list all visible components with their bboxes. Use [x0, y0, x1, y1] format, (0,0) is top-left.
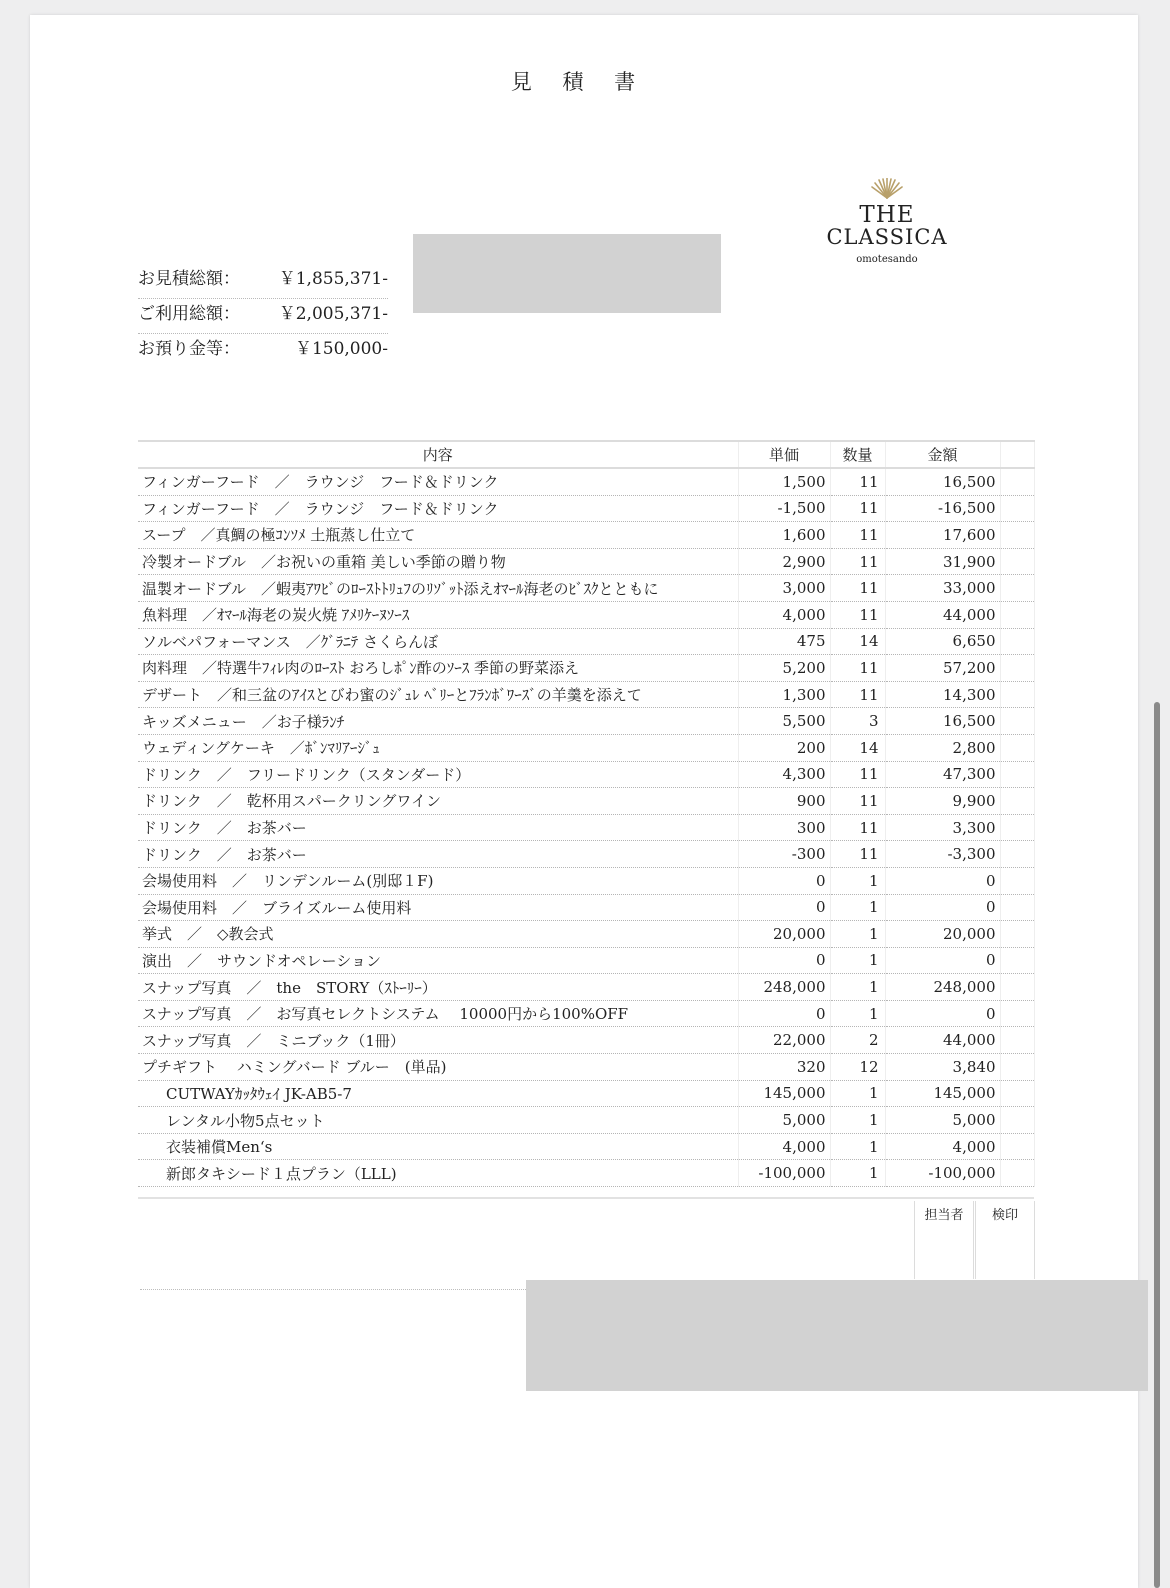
item-spacer [1000, 1027, 1034, 1054]
item-quantity: 11 [830, 601, 885, 628]
item-amount: 5,000 [885, 1107, 1000, 1134]
item-spacer [1000, 814, 1034, 841]
header-spacer [1000, 441, 1034, 468]
item-description: デザート ／和三盆のｱｲｽとびわ蜜のｼﾞｭﾚ ﾍﾞﾘｰとﾌﾗﾝﾎﾞﾜｰｽﾞの羊羹を添えて [138, 681, 738, 708]
signature-dotted-line [140, 1289, 526, 1290]
item-quantity: 11 [830, 814, 885, 841]
item-description: プチギフト ハミングバード ブルー (単品) [138, 1054, 738, 1081]
item-unit-price: 0 [738, 867, 830, 894]
item-spacer [1000, 628, 1034, 655]
summary-label: ご利用総額： [138, 304, 240, 324]
item-spacer [1000, 655, 1034, 682]
table-row [138, 1054, 1034, 1081]
item-unit-price: 4,300 [738, 761, 830, 788]
item-unit-price: -1,500 [738, 495, 830, 522]
item-unit-price: 4,000 [738, 1133, 830, 1160]
item-unit-price: 900 [738, 788, 830, 815]
item-amount: 44,000 [885, 601, 1000, 628]
item-description: 挙式 ／ ◇教会式 [138, 921, 738, 948]
item-description: フィンガーフード ／ ラウンジ フード＆ドリンク [138, 468, 738, 495]
item-unit-price: 475 [738, 628, 830, 655]
logo-text-location: omotesando [856, 254, 918, 265]
table-row [138, 1107, 1034, 1134]
item-unit-price: 20,000 [738, 921, 830, 948]
item-quantity: 11 [830, 841, 885, 868]
item-unit-price: -300 [738, 841, 830, 868]
item-amount: 0 [885, 1000, 1000, 1027]
summary-label: お預り金等： [138, 339, 240, 359]
item-unit-price: 0 [738, 894, 830, 921]
table-row [138, 921, 1034, 948]
item-unit-price: 5,000 [738, 1107, 830, 1134]
item-amount: 17,600 [885, 522, 1000, 549]
item-description: フィンガーフード ／ ラウンジ フード＆ドリンク [138, 495, 738, 522]
item-quantity: 11 [830, 681, 885, 708]
item-quantity: 2 [830, 1027, 885, 1054]
item-spacer [1000, 761, 1034, 788]
item-description: 温製オードブル ／蝦夷ｱﾜﾋﾞのﾛｰｽﾄﾄﾘｭﾌのﾘｿﾞｯﾄ添えｵﾏｰﾙ海老のﾋﾞｽｸとともに [138, 575, 738, 602]
item-quantity: 1 [830, 921, 885, 948]
item-description: 冷製オードブル ／お祝いの重箱 美しい季節の贈り物 [138, 548, 738, 575]
item-unit-price: 1,600 [738, 522, 830, 549]
item-quantity: 1 [830, 1000, 885, 1027]
item-quantity: 1 [830, 894, 885, 921]
item-amount: 4,000 [885, 1133, 1000, 1160]
item-quantity: 14 [830, 628, 885, 655]
item-spacer [1000, 867, 1034, 894]
summary-value: ￥2,005,371- [278, 304, 388, 324]
item-description: キッズメニュー ／お子様ﾗﾝﾁ [138, 708, 738, 735]
scrollbar-thumb[interactable] [1154, 702, 1160, 1588]
item-unit-price: 145,000 [738, 1080, 830, 1107]
item-amount: 3,300 [885, 814, 1000, 841]
item-quantity: 11 [830, 575, 885, 602]
item-description: 演出 ／ サウンドオペレーション [138, 947, 738, 974]
header-quantity: 数量 [830, 441, 885, 468]
item-spacer [1000, 788, 1034, 815]
table-row [138, 495, 1034, 522]
item-quantity: 11 [830, 788, 885, 815]
table-row [138, 522, 1034, 549]
item-amount: 33,000 [885, 575, 1000, 602]
item-amount: 248,000 [885, 974, 1000, 1001]
item-amount: 3,840 [885, 1054, 1000, 1081]
item-quantity: 12 [830, 1054, 885, 1081]
item-spacer [1000, 1107, 1034, 1134]
item-amount: 0 [885, 894, 1000, 921]
item-spacer [1000, 1054, 1034, 1081]
item-spacer [1000, 468, 1034, 495]
item-amount: 145,000 [885, 1080, 1000, 1107]
item-spacer [1000, 974, 1034, 1001]
header-amount: 金額 [885, 441, 1000, 468]
item-amount: 2,800 [885, 734, 1000, 761]
item-description: ドリンク ／ お茶バー [138, 841, 738, 868]
item-amount: 9,900 [885, 788, 1000, 815]
table-row [138, 681, 1034, 708]
logo-text-the: THE [859, 202, 915, 228]
item-spacer [1000, 601, 1034, 628]
item-amount: 44,000 [885, 1027, 1000, 1054]
table-row [138, 814, 1034, 841]
item-unit-price: 248,000 [738, 974, 830, 1001]
item-spacer [1000, 734, 1034, 761]
item-unit-price: 0 [738, 947, 830, 974]
table-row [138, 575, 1034, 602]
summary-value: ￥1,855,371- [278, 269, 388, 289]
item-description: ドリンク ／ お茶バー [138, 814, 738, 841]
item-amount: -100,000 [885, 1160, 1000, 1187]
logo-text-classica: CLASSICA [826, 225, 948, 249]
item-description: 肉料理 ／特選牛ﾌｨﾚ肉のﾛｰｽﾄ おろしﾎﾟﾝ酢のｿｰｽ 季節の野菜添え [138, 655, 738, 682]
item-description: スープ ／真鯛の極ｺﾝｿﾒ 土瓶蒸し仕立て [138, 522, 738, 549]
item-unit-price: -100,000 [738, 1160, 830, 1187]
item-unit-price: 300 [738, 814, 830, 841]
item-spacer [1000, 575, 1034, 602]
item-spacer [1000, 708, 1034, 735]
item-amount: 31,900 [885, 548, 1000, 575]
table-body [138, 468, 1034, 1187]
item-description: レンタル小物5点セット [138, 1107, 738, 1134]
table-row [138, 468, 1034, 495]
item-amount: 47,300 [885, 761, 1000, 788]
item-quantity: 1 [830, 1080, 885, 1107]
table-row [138, 788, 1034, 815]
summary-label: お見積総額： [138, 269, 240, 289]
item-spacer [1000, 1080, 1034, 1107]
table-row [138, 1027, 1034, 1054]
item-quantity: 11 [830, 495, 885, 522]
item-unit-price: 2,900 [738, 548, 830, 575]
item-amount: -3,300 [885, 841, 1000, 868]
item-unit-price: 4,000 [738, 601, 830, 628]
item-spacer [1000, 894, 1034, 921]
table-row [138, 734, 1034, 761]
stamp-label-seal: 検印 [991, 1208, 1018, 1223]
item-description: スナップ写真 ／ ミニブック（1冊） [138, 1027, 738, 1054]
item-unit-price: 1,500 [738, 468, 830, 495]
item-amount: 0 [885, 867, 1000, 894]
item-description: 衣装補償Men‘s [138, 1133, 738, 1160]
item-description: ドリンク ／ フリードリンク（スタンダード） [138, 761, 738, 788]
item-spacer [1000, 841, 1034, 868]
summary-row-deposit [138, 334, 388, 369]
item-quantity: 1 [830, 1107, 885, 1134]
item-description: 会場使用料 ／ リンデンルーム(別邸１F) [138, 867, 738, 894]
item-unit-price: 3,000 [738, 575, 830, 602]
header-unit-price: 単価 [738, 441, 830, 468]
item-spacer [1000, 681, 1034, 708]
item-amount: 16,500 [885, 708, 1000, 735]
item-description: スナップ写真 ／ お写真セレクトシステム 10000円から100%OFF [138, 1000, 738, 1027]
item-description: 会場使用料 ／ ブライズルーム使用料 [138, 894, 738, 921]
item-unit-price: 0 [738, 1000, 830, 1027]
table-row [138, 974, 1034, 1001]
summary-row-usage-total [138, 299, 388, 334]
item-spacer [1000, 548, 1034, 575]
item-quantity: 14 [830, 734, 885, 761]
table-row [138, 1080, 1034, 1107]
estimate-summary [138, 264, 388, 369]
item-quantity: 11 [830, 468, 885, 495]
table-row [138, 867, 1034, 894]
item-quantity: 1 [830, 947, 885, 974]
table-row [138, 548, 1034, 575]
table-row [138, 894, 1034, 921]
item-spacer [1000, 1000, 1034, 1027]
table-header-row [138, 441, 1034, 468]
table-row [138, 1000, 1034, 1027]
item-quantity: 1 [830, 1133, 885, 1160]
item-unit-price: 200 [738, 734, 830, 761]
item-quantity: 3 [830, 708, 885, 735]
item-description: CUTWAYｶｯﾀｳｪｲ JK-AB5-7 [138, 1080, 738, 1107]
stamp-box-seal [975, 1201, 1035, 1279]
item-description: ドリンク ／ 乾杯用スパークリングワイン [138, 788, 738, 815]
item-unit-price: 1,300 [738, 681, 830, 708]
document-title: 見 積 書 [510, 70, 648, 94]
redacted-block-footer [526, 1280, 1148, 1391]
item-unit-price: 5,200 [738, 655, 830, 682]
item-description: スナップ写真 ／ the STORY（ｽﾄｰﾘｰ） [138, 974, 738, 1001]
item-amount: 6,650 [885, 628, 1000, 655]
item-amount: 57,200 [885, 655, 1000, 682]
table-row [138, 947, 1034, 974]
stamp-label-staff: 担当者 [924, 1208, 964, 1223]
table-row [138, 601, 1034, 628]
item-amount: 16,500 [885, 468, 1000, 495]
table-bottom-rule [138, 1197, 1034, 1199]
item-spacer [1000, 921, 1034, 948]
item-spacer [1000, 522, 1034, 549]
item-spacer [1000, 947, 1034, 974]
item-description: ウェディングケーキ ／ﾎﾞﾝﾏﾘｱｰｼﾞｭ [138, 734, 738, 761]
logo-fan-icon [869, 178, 905, 200]
item-description: 新郎タキシード１点プラン（LLL) [138, 1160, 738, 1187]
item-quantity: 1 [830, 974, 885, 1001]
item-quantity: 11 [830, 655, 885, 682]
item-unit-price: 22,000 [738, 1027, 830, 1054]
table-row [138, 1133, 1034, 1160]
stamp-box-staff [914, 1201, 974, 1279]
redacted-block-customer [413, 234, 721, 313]
item-amount: 14,300 [885, 681, 1000, 708]
table-row [138, 1160, 1034, 1187]
table-row [138, 628, 1034, 655]
table-row [138, 708, 1034, 735]
item-description: ソルベパフォーマンス ／ｸﾞﾗﾆﾃ さくらんぼ [138, 628, 738, 655]
item-quantity: 11 [830, 548, 885, 575]
item-spacer [1000, 1160, 1034, 1187]
summary-row-estimate-total [138, 264, 388, 299]
item-description: 魚料理 ／ｵﾏｰﾙ海老の炭火焼 ｱﾒﾘｹｰﾇｿｰｽ [138, 601, 738, 628]
summary-value: ￥150,000- [294, 339, 388, 359]
item-quantity: 11 [830, 761, 885, 788]
brand-logo [826, 178, 948, 265]
table-row [138, 761, 1034, 788]
item-spacer [1000, 495, 1034, 522]
item-quantity: 1 [830, 1160, 885, 1187]
item-quantity: 1 [830, 867, 885, 894]
item-amount: -16,500 [885, 495, 1000, 522]
item-amount: 20,000 [885, 921, 1000, 948]
header-description: 内容 [138, 441, 738, 468]
item-quantity: 11 [830, 522, 885, 549]
item-amount: 0 [885, 947, 1000, 974]
line-items-table [138, 440, 1035, 1187]
item-unit-price: 5,500 [738, 708, 830, 735]
item-unit-price: 320 [738, 1054, 830, 1081]
item-spacer [1000, 1133, 1034, 1160]
table-row [138, 841, 1034, 868]
table-row [138, 655, 1034, 682]
